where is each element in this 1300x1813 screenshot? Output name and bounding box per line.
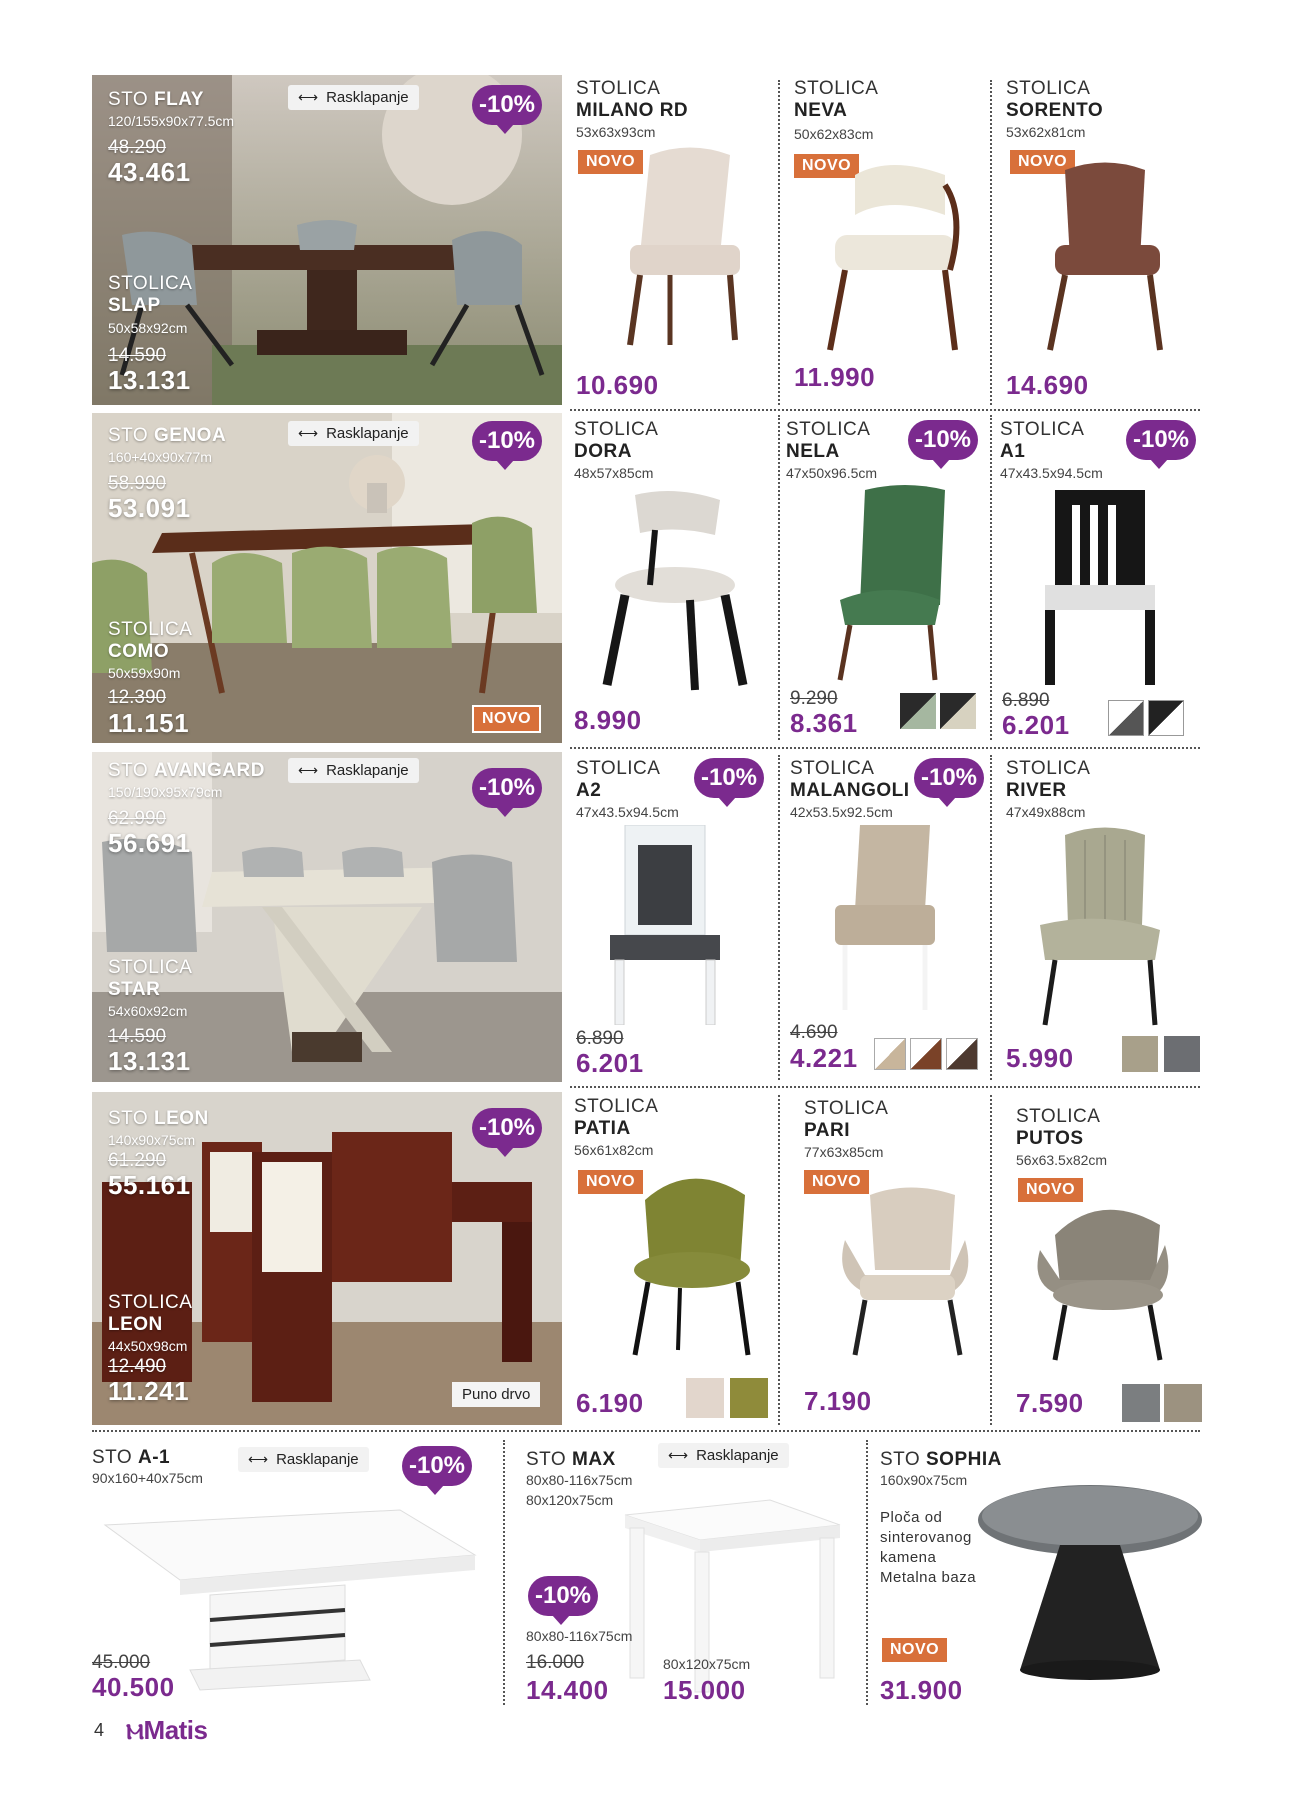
chair-photo bbox=[1030, 1195, 1180, 1365]
table-old-price: 58.990 bbox=[108, 473, 167, 494]
discount-badge: -10% bbox=[402, 1446, 472, 1486]
chair-price: 8.361 bbox=[790, 708, 858, 738]
hero-leon bbox=[92, 1092, 562, 1425]
extendable-label bbox=[288, 85, 419, 110]
new-badge: NOVO bbox=[804, 1170, 869, 1194]
table-price: 31.900 bbox=[880, 1675, 963, 1705]
table-dims: 140x90x75cm bbox=[108, 1132, 196, 1148]
extendable-text: Rasklapanje bbox=[326, 762, 409, 779]
table-prefix: STO bbox=[526, 1449, 567, 1470]
chair-name: MALANGOLI bbox=[790, 780, 910, 801]
color-swatch[interactable] bbox=[730, 1378, 768, 1418]
table-photo bbox=[100, 1495, 480, 1695]
chair-title bbox=[576, 758, 660, 802]
chair-price: 11.990 bbox=[794, 362, 876, 392]
table-title bbox=[880, 1449, 1002, 1471]
chair-prefix: STOLICA bbox=[576, 758, 661, 779]
table-prefix: STO bbox=[108, 760, 149, 781]
table-name: A-1 bbox=[138, 1447, 171, 1468]
table-old-price: 48.290 bbox=[108, 137, 167, 158]
chair-name: COMO bbox=[108, 641, 170, 662]
divider bbox=[503, 1440, 505, 1705]
chair-prefix: STOLICA bbox=[1006, 758, 1091, 779]
chair-title bbox=[574, 419, 658, 463]
chair-dims: 47x43.5x94.5cm bbox=[576, 804, 679, 820]
color-swatch[interactable] bbox=[940, 693, 976, 729]
extendable-text: Rasklapanje bbox=[276, 1451, 359, 1468]
chair-name: RIVER bbox=[1006, 780, 1067, 801]
table-old-price: 61.290 bbox=[108, 1150, 167, 1171]
color-swatch[interactable] bbox=[1164, 1036, 1200, 1072]
chair-price: 7.590 bbox=[1016, 1388, 1084, 1418]
chair-prefix: STOLICA bbox=[790, 758, 875, 779]
table-new-price: 56.691 bbox=[108, 828, 191, 858]
table-dims: 90x160+40x75cm bbox=[92, 1470, 203, 1486]
chair-name: PARI bbox=[804, 1120, 850, 1141]
color-swatch[interactable] bbox=[900, 693, 936, 729]
chair-photo bbox=[830, 1185, 980, 1365]
chair-photo bbox=[1030, 825, 1170, 1030]
chair-price: 14.690 bbox=[1006, 370, 1089, 400]
chair-dims: 47x43.5x94.5cm bbox=[1000, 465, 1103, 481]
chair-name: PATIA bbox=[574, 1118, 631, 1139]
chair-old-price: 6.890 bbox=[576, 1028, 624, 1049]
chair-name: A1 bbox=[1000, 441, 1026, 462]
chair-name: NELA bbox=[786, 441, 840, 462]
color-swatch[interactable] bbox=[1122, 1384, 1160, 1422]
chair-new-price: 13.131 bbox=[108, 1046, 191, 1076]
chair-dims: 42x53.5x92.5cm bbox=[790, 804, 893, 820]
divider bbox=[778, 415, 780, 740]
table-title bbox=[108, 89, 204, 111]
discount-badge: -10% bbox=[472, 768, 542, 808]
matis-m-icon: Ⲙ bbox=[126, 1719, 144, 1744]
color-swatch[interactable] bbox=[946, 1038, 978, 1070]
chair-old-price: 6.890 bbox=[1002, 690, 1050, 711]
chair-price: 4.221 bbox=[790, 1043, 858, 1073]
chair-dims: 56x61x82cm bbox=[574, 1142, 654, 1158]
chair-title bbox=[1016, 1106, 1100, 1150]
new-badge: NOVO bbox=[794, 154, 859, 178]
chair-prefix: STOLICA bbox=[108, 957, 193, 978]
table-description bbox=[880, 1508, 976, 1588]
chair-price: 8.990 bbox=[574, 705, 642, 735]
brand-name: Matis bbox=[143, 1715, 208, 1745]
double-arrow-icon: ⟷ bbox=[298, 89, 319, 105]
chair-price: 10.690 bbox=[576, 370, 659, 400]
color-swatch[interactable] bbox=[910, 1038, 942, 1070]
chair-photo bbox=[820, 485, 960, 685]
chair-prefix: STOLICA bbox=[576, 78, 661, 99]
chair-name: LEON bbox=[108, 1314, 163, 1335]
discount-badge: -10% bbox=[472, 421, 542, 461]
table-new-price: 53.091 bbox=[108, 493, 191, 523]
description-line: Ploča od bbox=[880, 1509, 943, 1526]
divider bbox=[990, 415, 992, 740]
table-title bbox=[526, 1449, 616, 1471]
color-swatch[interactable] bbox=[686, 1378, 724, 1418]
discount-badge: -10% bbox=[472, 1108, 542, 1148]
discount-badge: -10% bbox=[472, 85, 542, 125]
chair-name: MILANO RD bbox=[576, 100, 689, 121]
chair-photo bbox=[595, 485, 755, 695]
chair-photo bbox=[610, 145, 760, 350]
chair-prefix: STOLICA bbox=[108, 1292, 193, 1313]
page-number: 4 bbox=[94, 1720, 105, 1740]
chair-name: DORA bbox=[574, 441, 632, 462]
table-title bbox=[92, 1447, 170, 1469]
chair-dims: 54x60x92cm bbox=[108, 1003, 188, 1019]
table-prefix: STO bbox=[108, 1108, 149, 1129]
solid-wood-label: Puno drvo bbox=[452, 1382, 540, 1407]
chair-title bbox=[794, 78, 878, 122]
color-swatch[interactable] bbox=[1148, 700, 1184, 736]
extendable-label bbox=[288, 421, 419, 446]
chair-price: 6.201 bbox=[576, 1048, 644, 1078]
chair-old-price: 14.590 bbox=[108, 1026, 167, 1047]
new-badge: NOVO bbox=[882, 1638, 947, 1662]
table-name: AVANGARD bbox=[154, 760, 265, 781]
description-line: sinterovanog bbox=[880, 1529, 972, 1546]
color-swatch[interactable] bbox=[1108, 700, 1144, 736]
new-badge: NOVO bbox=[472, 705, 541, 733]
extendable-label bbox=[238, 1447, 369, 1472]
table-name: MAX bbox=[572, 1449, 616, 1470]
table-prefix: STO bbox=[880, 1449, 921, 1470]
chair-title bbox=[804, 1098, 888, 1142]
table-name: GENOA bbox=[154, 425, 227, 446]
chair-new-price: 13.131 bbox=[108, 365, 191, 395]
chair-dims: 77x63x85cm bbox=[804, 1144, 884, 1160]
chair-photo bbox=[815, 155, 965, 355]
chair-name: STAR bbox=[108, 979, 161, 1000]
chair-photo bbox=[600, 825, 730, 1025]
table-dims: 80x80-116x75cm bbox=[526, 1472, 633, 1488]
table-dims: 160x90x75cm bbox=[880, 1472, 968, 1488]
chair-prefix: STOLICA bbox=[574, 1096, 659, 1117]
chair-name: NEVA bbox=[794, 100, 848, 121]
new-badge: NOVO bbox=[1010, 150, 1075, 174]
chair-price: 6.201 bbox=[1002, 710, 1070, 740]
table-price: 40.500 bbox=[92, 1672, 175, 1702]
chair-name: A2 bbox=[576, 780, 602, 801]
table-prefix: STO bbox=[108, 425, 149, 446]
hero-flay bbox=[92, 75, 562, 405]
table-name: LEON bbox=[154, 1108, 209, 1129]
chair-title bbox=[1000, 419, 1084, 463]
chair-new-price: 11.241 bbox=[108, 1376, 190, 1406]
chair-prefix: STOLICA bbox=[794, 78, 879, 99]
table-title bbox=[108, 760, 265, 782]
table-title bbox=[108, 1108, 209, 1130]
table-dims: 120/155x90x77.5cm bbox=[108, 113, 235, 129]
table-title bbox=[108, 425, 226, 447]
table-dims: 80x120x75cm bbox=[663, 1656, 751, 1672]
new-badge: NOVO bbox=[578, 150, 643, 174]
chair-old-price: 9.290 bbox=[790, 688, 838, 709]
divider bbox=[778, 1095, 780, 1425]
chair-dims: 47x49x88cm bbox=[1006, 804, 1086, 820]
discount-badge: -10% bbox=[528, 1576, 598, 1616]
chair-title bbox=[786, 419, 870, 463]
extendable-text: Rasklapanje bbox=[326, 425, 409, 442]
new-badge: NOVO bbox=[1018, 1178, 1083, 1202]
table-old-price: 45.000 bbox=[92, 1652, 151, 1673]
extendable-label bbox=[288, 758, 419, 783]
extendable-label bbox=[658, 1443, 789, 1468]
divider bbox=[778, 755, 780, 1080]
chair-old-price: 12.390 bbox=[108, 687, 167, 708]
table-price: 14.400 bbox=[526, 1675, 609, 1705]
chair-prefix: STOLICA bbox=[108, 619, 193, 640]
chair-dims: 47x50x96.5cm bbox=[786, 465, 878, 481]
chair-prefix: STOLICA bbox=[804, 1098, 889, 1119]
table-prefix: STO bbox=[92, 1447, 133, 1468]
divider bbox=[990, 755, 992, 1080]
double-arrow-icon: ⟷ bbox=[668, 1447, 689, 1463]
chair-name: PUTOS bbox=[1016, 1128, 1084, 1149]
color-swatch[interactable] bbox=[1164, 1384, 1202, 1422]
hero-avangard bbox=[92, 752, 562, 1082]
table-price: 15.000 bbox=[663, 1675, 746, 1705]
chair-prefix: STOLICA bbox=[108, 273, 193, 294]
chair-price: 7.190 bbox=[804, 1386, 872, 1416]
description-line: kamena bbox=[880, 1549, 937, 1566]
chair-dims: 50x62x83cm bbox=[794, 126, 874, 142]
divider bbox=[570, 747, 1200, 749]
divider bbox=[990, 80, 992, 405]
description-line: Metalna baza bbox=[880, 1569, 977, 1586]
discount-badge: -10% bbox=[914, 758, 984, 798]
divider bbox=[92, 1430, 1200, 1432]
color-swatch[interactable] bbox=[1122, 1036, 1158, 1072]
chair-title bbox=[574, 1096, 658, 1140]
divider bbox=[778, 80, 780, 405]
chair-title bbox=[1006, 78, 1103, 122]
chair-title bbox=[576, 78, 688, 122]
divider bbox=[570, 409, 1200, 411]
brand-logo bbox=[126, 1715, 208, 1746]
chair-dims: 56x63.5x82cm bbox=[1016, 1152, 1108, 1168]
hero-genoa bbox=[92, 413, 562, 743]
chair-prefix: STOLICA bbox=[1016, 1106, 1101, 1127]
new-badge: NOVO bbox=[578, 1170, 643, 1194]
chair-photo bbox=[620, 1170, 760, 1360]
table-old-price: 62.990 bbox=[108, 808, 167, 829]
table-name: FLAY bbox=[154, 89, 204, 110]
chair-old-price: 4.690 bbox=[790, 1022, 838, 1043]
chair-price: 5.990 bbox=[1006, 1043, 1074, 1073]
chair-photo bbox=[1030, 485, 1170, 690]
chair-dims: 44x50x98cm bbox=[108, 1338, 188, 1354]
divider bbox=[990, 1095, 992, 1425]
chair-name: SLAP bbox=[108, 295, 161, 316]
divider bbox=[570, 1086, 1200, 1088]
chair-dims: 53x62x81cm bbox=[1006, 124, 1086, 140]
double-arrow-icon: ⟷ bbox=[248, 1451, 269, 1467]
table-dims: 160+40x90x77m bbox=[108, 449, 212, 465]
chair-title bbox=[790, 758, 910, 802]
chair-price: 6.190 bbox=[576, 1388, 644, 1418]
chair-dims: 50x59x90m bbox=[108, 665, 181, 681]
table-old-price: 16.000 bbox=[526, 1652, 585, 1673]
table-dims: 80x120x75cm bbox=[526, 1492, 614, 1508]
discount-badge: -10% bbox=[908, 420, 978, 460]
chair-photo bbox=[1030, 160, 1180, 355]
chair-old-price: 14.590 bbox=[108, 345, 167, 366]
extendable-text: Rasklapanje bbox=[326, 89, 409, 106]
chair-prefix: STOLICA bbox=[786, 419, 871, 440]
discount-badge: -10% bbox=[1126, 420, 1196, 460]
table-photo bbox=[975, 1480, 1205, 1690]
double-arrow-icon: ⟷ bbox=[298, 425, 319, 441]
chair-prefix: STOLICA bbox=[574, 419, 659, 440]
chair-old-price: 12.490 bbox=[108, 1356, 167, 1377]
chair-name: SORENTO bbox=[1006, 100, 1104, 121]
divider bbox=[866, 1440, 868, 1705]
chair-prefix: STOLICA bbox=[1000, 419, 1085, 440]
chair-title bbox=[1006, 758, 1090, 802]
table-new-price: 55.161 bbox=[108, 1170, 191, 1200]
discount-badge: -10% bbox=[694, 758, 764, 798]
table-dims: 80x80-116x75cm bbox=[526, 1628, 633, 1644]
chair-photo bbox=[820, 820, 950, 1020]
table-name: SOPHIA bbox=[926, 1449, 1002, 1470]
chair-new-price: 11.151 bbox=[108, 708, 190, 738]
color-swatch[interactable] bbox=[874, 1038, 906, 1070]
chair-dims: 53x63x93cm bbox=[576, 124, 656, 140]
extendable-text: Rasklapanje bbox=[696, 1447, 779, 1464]
table-prefix: STO bbox=[108, 89, 149, 110]
chair-dims: 48x57x85cm bbox=[574, 465, 654, 481]
table-new-price: 43.461 bbox=[108, 157, 191, 187]
table-dims: 150/190x95x79cm bbox=[108, 784, 223, 800]
chair-prefix: STOLICA bbox=[1006, 78, 1091, 99]
double-arrow-icon: ⟷ bbox=[298, 762, 319, 778]
chair-dims: 50x58x92cm bbox=[108, 320, 188, 336]
